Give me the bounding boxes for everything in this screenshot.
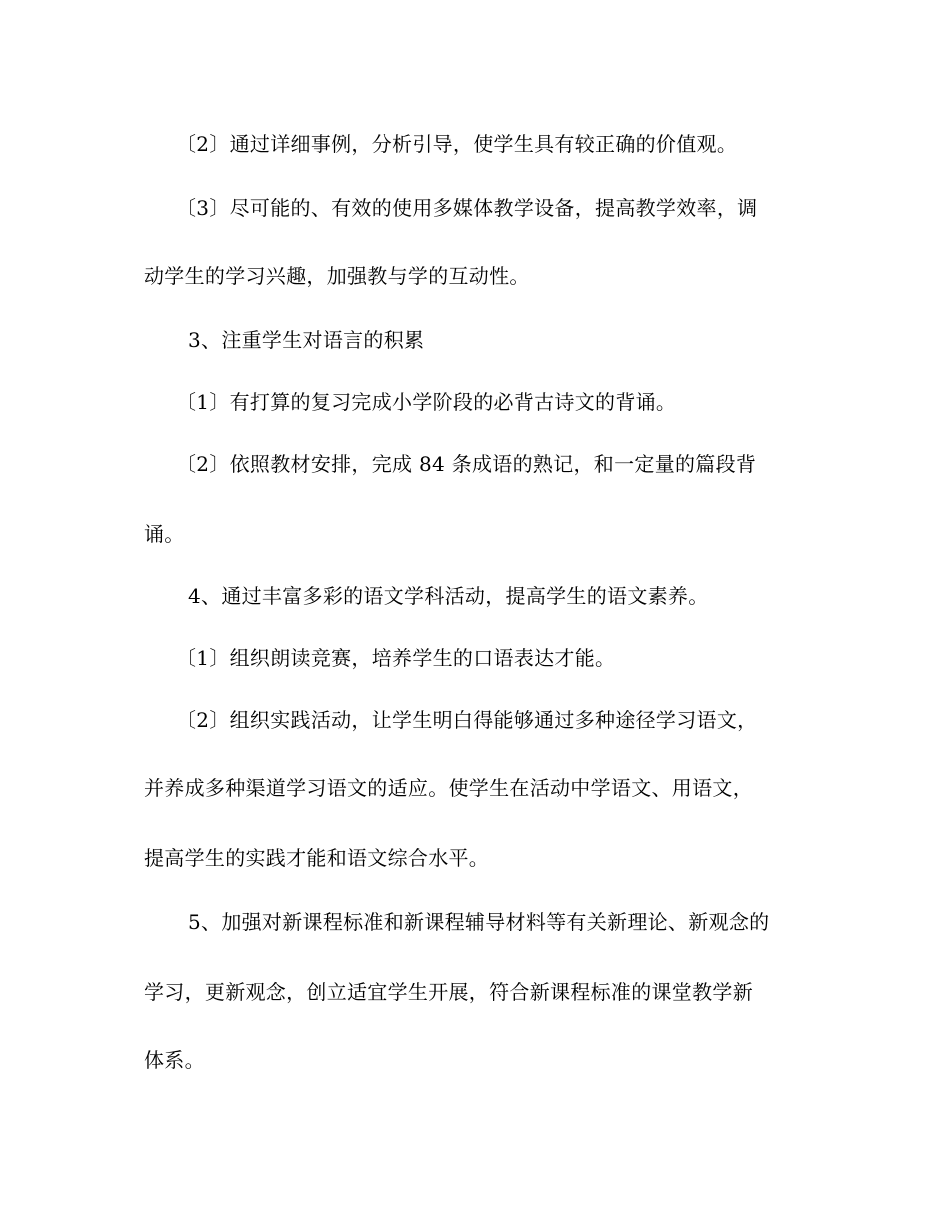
paragraph-line: 体系。 [144,1048,205,1072]
paragraph-line: 〔3〕尽可能的、有效的使用多媒体教学设备，提高教学效率，调 [176,196,758,220]
paragraph-line: 〔2〕组织实践活动，让学生明白得能够通过多种途径学习语文， [176,708,758,732]
section-heading: 5、加强对新课程标准和新课程辅导材料等有关新理论、新观念的 [188,910,770,934]
paragraph-line: 动学生的学习兴趣，加强教与学的互动性。 [144,264,530,288]
paragraph-line: 学习，更新观念，创立适宜学生开展，符合新课程标准的课堂教学新 [144,980,753,1004]
paragraph-line: 诵。 [144,522,185,546]
section-heading: 4、通过丰富多彩的语文学科活动，提高学生的语文素养。 [188,584,709,608]
paragraph-line: 〔2〕依照教材安排，完成 84 条成语的熟记，和一定量的篇段背 [176,452,757,476]
paragraph-line: 并养成多种渠道学习语文的适应。使学生在活动中学语文、用语文， [144,776,753,800]
paragraph-line: 〔1〕组织朗读竞赛，培养学生的口语表达才能。 [176,646,616,670]
paragraph-line: 〔2〕通过详细事例，分析引导，使学生具有较正确的价值观。 [176,132,738,156]
section-heading: 3、注重学生对语言的积累 [188,328,425,352]
paragraph-line: 提高学生的实践才能和语文综合水平。 [144,846,490,870]
paragraph-line: 〔1〕有打算的复习完成小学阶段的必背古诗文的背诵。 [176,390,677,414]
